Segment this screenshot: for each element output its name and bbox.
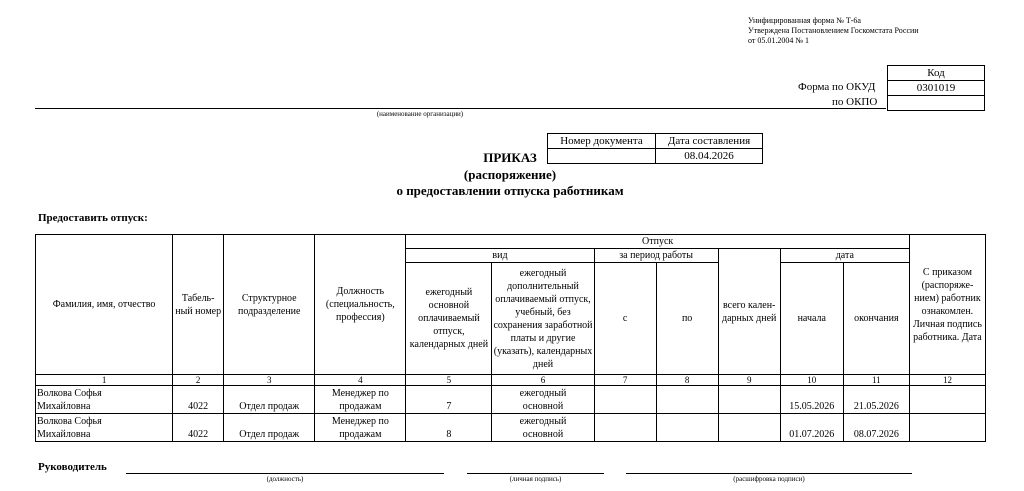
okud-value[interactable]: 0301019: [888, 81, 985, 96]
col-number: 2: [173, 375, 224, 386]
cell-fio[interactable]: [36, 386, 173, 414]
cell-main-days[interactable]: 8: [406, 414, 492, 442]
cell-fio[interactable]: [36, 414, 173, 442]
cell-total-days[interactable]: [718, 386, 780, 414]
cell-other-kind[interactable]: [492, 414, 594, 442]
cell-period-from[interactable]: [594, 386, 656, 414]
title-prikaz: ПРИКАЗ: [483, 150, 537, 165]
doc-number-header: Номер документа: [548, 134, 656, 149]
cell-date-end[interactable]: 21.05.2026: [843, 386, 909, 414]
cell-position-line2: продажам: [339, 429, 382, 440]
cell-other-line2: основной: [522, 429, 564, 440]
cell-position[interactable]: [315, 414, 406, 442]
header-date: дата: [780, 249, 909, 263]
form-line-3: от 05.01.2004 № 1: [748, 36, 810, 45]
decoding-line[interactable]: [626, 473, 912, 474]
col-number: 3: [224, 375, 315, 386]
okpo-value[interactable]: [888, 96, 985, 111]
col-number: 1: [36, 375, 173, 386]
header-fio: Фамилия, имя, отчество: [36, 235, 173, 375]
form-line-1: Унифицированная форма № Т-6а: [748, 16, 861, 25]
header-kind-other: ежегодный дополнительный оплачиваемый отпуск, учебный, без сохранения заработной платы и другие (указать), календарных дней: [492, 263, 594, 375]
cell-acknowledgement[interactable]: [909, 386, 985, 414]
cell-period-from[interactable]: [594, 414, 656, 442]
header-position: Должность (специальность, профессия): [315, 235, 406, 375]
cell-acknowledgement[interactable]: [909, 414, 985, 442]
doc-date-header: Дата составления: [656, 134, 763, 149]
cell-period-to[interactable]: [656, 386, 718, 414]
table-row: [36, 386, 986, 414]
header-date-start: начала: [780, 263, 843, 375]
section-label: Предоставить отпуск:: [38, 212, 148, 224]
position-caption: (должность): [266, 475, 304, 483]
header-date-end: окончания: [843, 263, 909, 375]
col-number: 4: [315, 375, 406, 386]
decoding-caption: (расшифровка подписи): [733, 475, 805, 483]
column-numbers-row: [36, 375, 986, 386]
header-period: за период работы: [594, 249, 718, 263]
col-number: 11: [843, 375, 909, 386]
cell-date-end[interactable]: 08.07.2026: [843, 414, 909, 442]
col-number: 7: [594, 375, 656, 386]
organization-caption: (наименование организации): [376, 110, 464, 118]
cell-fio-line2: Михайловна: [37, 429, 91, 440]
leave-table: [35, 234, 986, 442]
header-period-to: по: [656, 263, 718, 375]
okud-label: Форма по ОКУД: [798, 81, 876, 93]
header-total-days: всего кален-дарных дней: [718, 249, 780, 375]
signature-line[interactable]: [467, 473, 604, 474]
cell-date-start[interactable]: 01.07.2026: [780, 414, 843, 442]
code-box: [887, 65, 985, 111]
col-number: 12: [909, 375, 985, 386]
col-number: 10: [780, 375, 843, 386]
cell-period-to[interactable]: [656, 414, 718, 442]
cell-main-days[interactable]: 7: [406, 386, 492, 414]
cell-other-line1: ежегодный: [519, 388, 567, 399]
cell-other-line2: основной: [522, 401, 564, 412]
signature-caption: (личная подпись): [509, 475, 562, 483]
organization-line[interactable]: [35, 108, 886, 109]
cell-fio-line1: Волкова Софья: [37, 388, 102, 399]
cell-position-line2: продажам: [339, 401, 382, 412]
col-number: 5: [406, 375, 492, 386]
cell-other-line1: ежегодный: [519, 416, 567, 427]
cell-fio-line2: Михайловна: [37, 401, 91, 412]
cell-other-kind[interactable]: [492, 386, 594, 414]
header-period-from: с: [594, 263, 656, 375]
cell-position[interactable]: [315, 386, 406, 414]
col-number: 8: [656, 375, 718, 386]
header-tab-number: Табель-ный номер: [173, 235, 224, 375]
header-leave: Отпуск: [406, 235, 910, 249]
position-line[interactable]: [126, 473, 444, 474]
cell-total-days[interactable]: [718, 414, 780, 442]
header-department: Структурное подразделение: [224, 235, 315, 375]
cell-department[interactable]: Отдел продаж: [224, 386, 315, 414]
title-subject: о предоставлении отпуска работникам: [396, 183, 624, 198]
cell-department[interactable]: Отдел продаж: [224, 414, 315, 442]
doc-date-value[interactable]: 08.04.2026: [656, 149, 763, 164]
table-row: [36, 414, 986, 442]
cell-date-start[interactable]: 15.05.2026: [780, 386, 843, 414]
header-kind-main: ежегодный основной оплачиваемый отпуск, календарных дней: [406, 263, 492, 375]
form-info: [748, 16, 919, 46]
title-rasporyazhenie: (распоряжение): [463, 167, 557, 182]
cell-fio-line1: Волкова Софья: [37, 416, 102, 427]
head-label: Руководитель: [38, 461, 107, 473]
okpo-label: по ОКПО: [832, 96, 878, 108]
code-header: Код: [888, 66, 985, 81]
cell-position-line1: Менеджер по: [331, 416, 389, 427]
cell-position-line1: Менеджер по: [331, 388, 389, 399]
col-number: 9: [718, 375, 780, 386]
col-number: 6: [492, 375, 594, 386]
header-acknowledgement: С приказом (распоряже-нием) работник ознакомлен. Личная подпись работника. Дата: [909, 235, 985, 375]
cell-tab-number[interactable]: 4022: [173, 414, 224, 442]
form-line-2: Утверждена Постановлением Госкомстата России: [748, 26, 919, 35]
cell-tab-number[interactable]: 4022: [173, 386, 224, 414]
header-kind: вид: [406, 249, 594, 263]
